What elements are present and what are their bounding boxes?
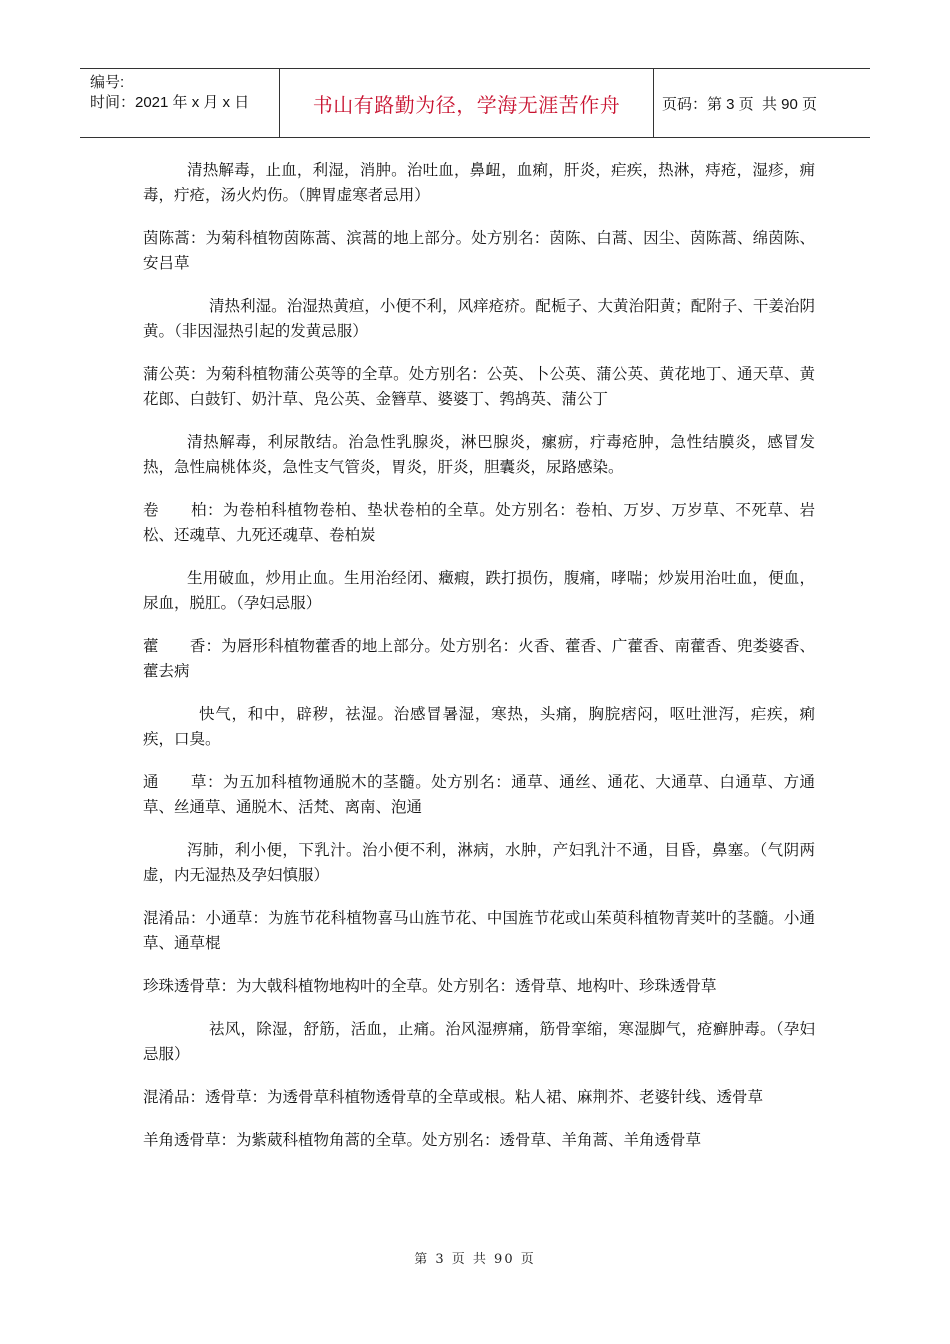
entry-paragraph: 通 草：为五加科植物通脱木的茎髓。处方别名：通草、通丝、通花、大通草、白通草、方通草、丝通草、通脱木、活梵、离南、泡通 bbox=[143, 773, 815, 816]
entry-term: 蒲公英 bbox=[143, 365, 190, 383]
entry-paragraph: 混淆品：透骨草：为透骨草科植物透骨草的全草或根。粘人裙、麻荆芥、老婆针线、透骨草 bbox=[143, 1088, 764, 1106]
paragraph: 清热利湿。治湿热黄疸，小便不利，风痒疮疥。配栀子、大黄治阳黄；配附子、干姜治阴黄。（非因湿热引起的发黄忌服） bbox=[143, 297, 815, 340]
paragraph: 生用破血，炒用止血。生用治经闭、癥瘕，跌打损伤，腹痛，哮喘；炒炭用治吐血，便血，尿血，脱肛。（孕妇忌服） bbox=[143, 569, 815, 612]
paragraph: 清热解毒，利尿散结。治急性乳腺炎，淋巴腺炎，瘰疬，疔毒疮肿，急性结膜炎，感冒发热，急性扁桃体炎，急性支气管炎，胃炎，肝炎，胆囊炎，尿路感染。 bbox=[143, 433, 815, 476]
paragraph: 快气，和中，辟秽，祛湿。治感冒暑湿，寒热，头痛，胸脘痞闷，呕吐泄泻，疟疾，痢疾，口臭。 bbox=[143, 705, 815, 748]
entry-paragraph: 珍珠透骨草：为大戟科植物地构叶的全草。处方别名：透骨草、地构叶、珍珠透骨草 bbox=[143, 977, 717, 995]
entry-term: 通 草 bbox=[143, 773, 208, 791]
entry-term: 卷 柏 bbox=[143, 501, 208, 519]
entry-paragraph: 混淆品：小通草：为旌节花科植物喜马山旌节花、中国旌节花或山茱萸科植物青荚叶的茎髓。小通草、通草棍 bbox=[143, 909, 815, 952]
document-body bbox=[143, 158, 815, 1171]
paragraph: 清热解毒，止血，利湿，消肿。治吐血，鼻衄，血痢，肝炎，疟疾，热淋，痔疮，湿疹，痈毒，疔疮，汤火灼伤。（脾胃虚寒者忌用） bbox=[143, 161, 815, 204]
page-info: 页码：第 3 页 共 90 页 bbox=[662, 95, 818, 113]
entry-term: 藿 香 bbox=[143, 637, 206, 655]
entry-paragraph: 藿 香：为唇形科植物藿香的地上部分。处方别名：火香、藿香、广藿香、南藿香、兜娄婆香、藿去病 bbox=[143, 637, 815, 680]
paragraph: 泻肺，利小便，下乳汁。治小便不利，淋病，水肿，产妇乳汁不通，目昏，鼻塞。（气阴两虚，内无湿热及孕妇慎服） bbox=[143, 841, 815, 884]
header-motto-cell bbox=[280, 69, 654, 137]
entry-paragraph: 蒲公英：为菊科植物蒲公英等的全草。处方别名：公英、卜公英、蒲公英、黄花地丁、通天草、黄花郎、白鼓钉、奶汁草、凫公英、金簪草、婆婆丁、鹁鸪英、蒲公丁 bbox=[143, 365, 815, 408]
entry-paragraph: 卷 柏：为卷柏科植物卷柏、垫状卷柏的全草。处方别名：卷柏、万岁、万岁草、不死草、岩松、还魂草、九死还魂草、卷柏炭 bbox=[143, 501, 815, 544]
footer-page-number: 第 3 页 共 90 页 bbox=[414, 1252, 536, 1267]
entry-paragraph: 羊角透骨草：为紫葳科植物角蒿的全草。处方别名：透骨草、羊角蒿、羊角透骨草 bbox=[143, 1131, 702, 1149]
entry-term: 茵陈蒿 bbox=[143, 229, 190, 247]
header-page-cell bbox=[654, 69, 870, 137]
entry-term: 珍珠透骨草 bbox=[143, 977, 221, 995]
entry-term: 羊角透骨草 bbox=[143, 1131, 221, 1149]
entry-paragraph: 茵陈蒿：为菊科植物茵陈蒿、滨蒿的地上部分。处方别名：茵陈、白蒿、因尘、茵陈蒿、绵茵陈、安吕草 bbox=[143, 229, 815, 272]
page-header bbox=[80, 68, 870, 138]
paragraph: 祛风，除湿，舒筋，活血，止痛。治风湿痹痛，筋骨挛缩，寒湿脚气，疮癣肿毒。（孕妇忌服） bbox=[143, 1020, 815, 1063]
time-line: 时间：2021 年 x 月 x 日 bbox=[90, 94, 250, 111]
header-meta-cell bbox=[80, 69, 280, 137]
motto-text: 书山有路勤为径，学海无涯苦作舟 bbox=[312, 94, 621, 117]
page-footer bbox=[0, 1248, 950, 1267]
code-label: 编号: bbox=[90, 74, 125, 91]
entry-term: 混淆品 bbox=[143, 909, 190, 927]
entry-term: 混淆品 bbox=[143, 1088, 190, 1106]
